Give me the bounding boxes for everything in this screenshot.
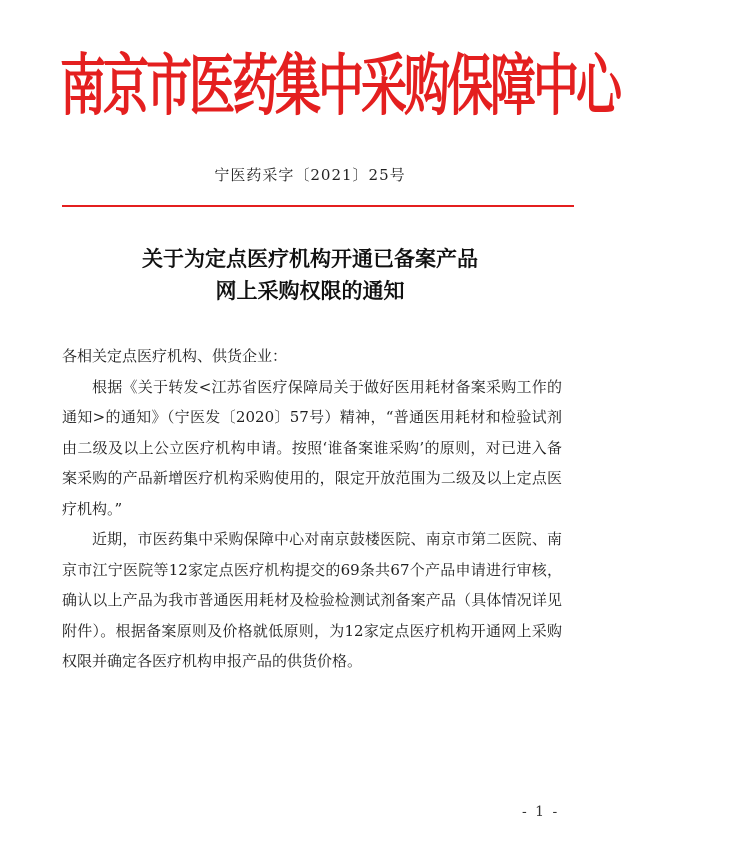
organization-header-title: 南京市医药集中采购保障中心: [60, 46, 619, 125]
document-number: 宁医药采字〔2021〕25号: [214, 166, 406, 184]
salutation: 各相关定点医疗机构、供货企业：: [62, 347, 288, 365]
body-paragraph-2: 近期，市医药集中采购保障中心对南京鼓楼医院、南京市第二医院、南京市江宁医院等12家定点医疗机构提交的69条共67个产品申请进行审核，确认以上产品为我市普通医用耗材及检验检测试剂备案产品（具体情况详见附件）。根据备案原则及价格就低原则，为12家定点医疗机构开通网上采购权限并确定各医疗机构申报产品的供货价格。: [62, 530, 562, 670]
notice-body: [62, 341, 562, 677]
red-divider-line: [62, 205, 574, 207]
notice-title: [0, 243, 620, 307]
body-paragraph-1: 根据《关于转发<江苏省医疗保障局关于做好医用耗材备案采购工作的通知>的通知》（宁医发〔2020〕57号）精神，“普通医用耗材和检验试剂由二级及以上公立医疗机构申请。按照‘谁备案谁采购’的原则，对已进入备案采购的产品新增医疗机构采购使用的，限定开放范围为二级及以上定点医疗机构。”: [62, 377, 562, 518]
page-number: - 1 -: [522, 804, 560, 820]
notice-title-line-1: 关于为定点医疗机构开通已备案产品: [142, 247, 478, 271]
notice-title-line-2: 网上采购权限的通知: [215, 279, 405, 303]
